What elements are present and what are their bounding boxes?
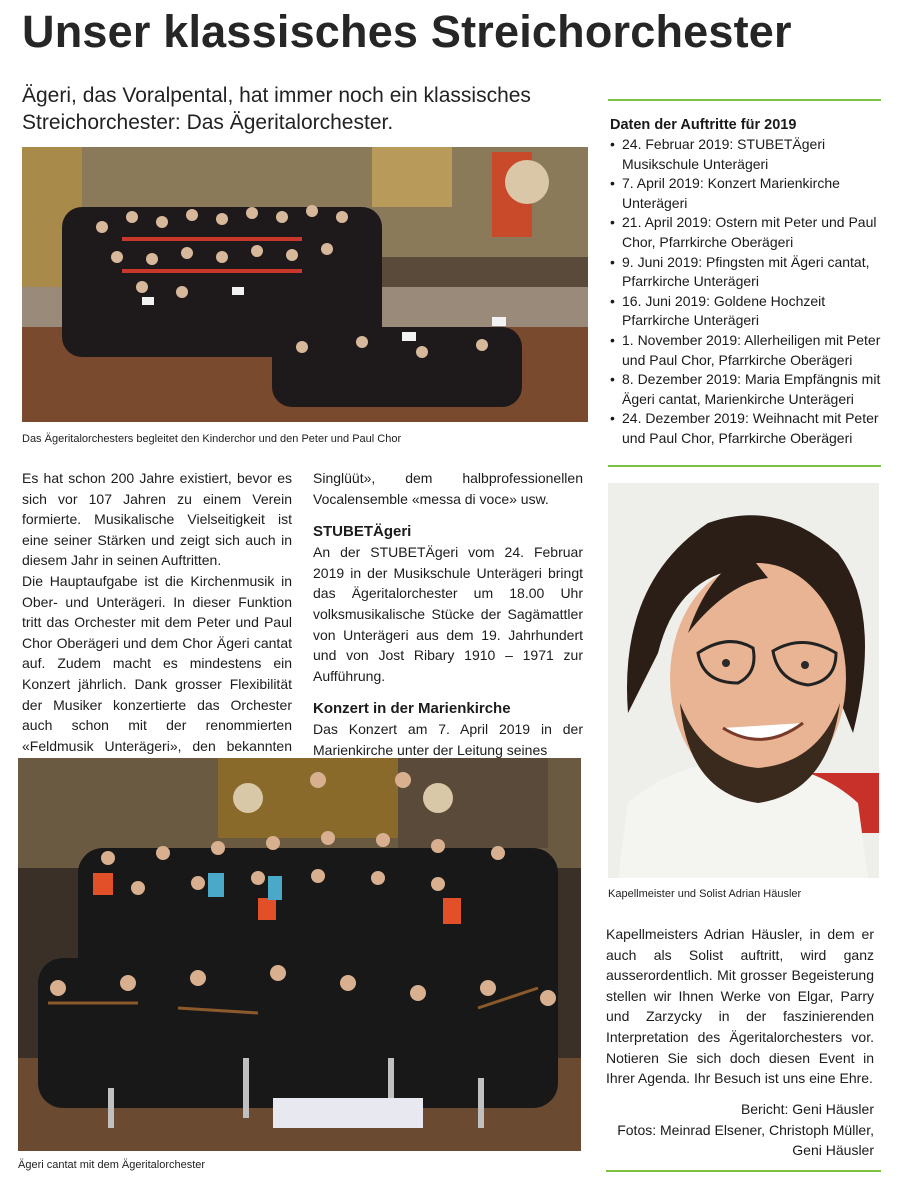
credit-line: Fotos: Meinrad Elsener, Christoph Müller, [617,1121,874,1138]
photo-caption: Das Ägeritalorchesters begleitet den Kinderchor und den Peter und Paul Chor [22,433,402,445]
list-item: • 21. April 2019: Ostern mit Peter und Paul Chor, Pfarrkirche Oberägeri [610,213,882,252]
performance-dates-box [610,115,882,449]
choir-concert-photo [18,758,581,1151]
article-column-1 [22,468,292,777]
list-item: • 8. Dezember 2019: Maria Empfängnis mit Ägeri cantat, Marienkirche Unterägeri [610,370,882,409]
photo-caption: Ägeri cantat mit dem Ägeritalorchester [18,1159,206,1171]
section-heading: STUBETÄgeri [313,523,412,541]
divider-rule [608,465,881,467]
paragraph: Kapellmeisters Adrian Häusler, in dem er auch als Solist auftritt, wird ganz ausserordentlich. Mit grosser Begeisterung stellen wir Ihnen Werke von Elgar, Parry und Zarzycky in der faszinierenden Interpretation des Ägeritalorchesters vor. Notieren Sie sich doch diesen Event in Ihrer Agenda. Ihr Besuch ist uns eine Ehre. [606,926,874,1087]
paragraph: Das Konzert am 7. April 2019 in der Marienkirche unter der Leitung seines [313,721,583,758]
list-item: • 9. Juni 2019: Pfingsten mit Ägeri cantat, Pfarrkirche Unterägeri [610,253,882,292]
dates-list [610,135,882,449]
sidebar-title: Daten der Auftritte für 2019 [610,117,797,133]
photo-caption: Kapellmeister und Solist Adrian Häusler [608,888,802,900]
paragraph: Die Hauptaufgabe ist die Kirchenmusik in Ober- und Unterägeri. In dieser Funktion tritt das Orchester mit dem Peter und Paul Chor Oberägeri und dem Chor Ägeri cantat auf. Zudem macht es mindestens ein Konzert jährlich. Dank grosser Flexibilität der Musiker konzertierte das Orchester auch schon mit der renommierten «Feldmusik Unterägeri», den bekannten [22,572,292,754]
credit-line: Bericht: Geni Häusler [740,1101,874,1117]
choir-orchestra-photo [22,147,588,422]
lead-text: Ägeri, das Voralpental, hat immer noch ein klassisches Streichorchester: Das Ägeritalorchester. [22,84,531,134]
paragraph: Singlüüt», dem halbprofessionellen Vocalensemble «messa di voce» usw. [313,470,583,507]
paragraph: An der STUBETÄgeri vom 24. Februar 2019 in der Musikschule Unterägeri bringt das Ägeritalorchester um 18.00 Uhr volksmusikalische Stücke der Sagämattler von Unterägeri aus dem 19. Jahrhundert und von Jost Ribary 1910 – 1971 zur Aufführung. [313,544,583,684]
conductor-portrait-photo [608,483,879,878]
paragraph: Es hat schon 200 Jahre existiert, bevor es sich vor 107 Jahren zu einem Verein formierte. Musikalische Vielseitigkeit ist eine seiner Stärken und zeigt sich auch in diesem Jahr in seinen Auftritten. [22,470,292,569]
section-heading: Konzert in der Marienkirche [313,700,511,718]
list-item: • 16. Juni 2019: Goldene Hochzeit Pfarrkirche Unterägeri [610,292,882,331]
credits [606,1099,874,1161]
page-title: Unser klassisches Streichorchester [22,6,792,57]
article-column-3 [606,924,874,1089]
list-item: • 1. November 2019: Allerheiligen mit Peter und Paul Chor, Pfarrkirche Oberägeri [610,331,882,370]
divider-rule [606,1170,881,1172]
list-item: • 7. April 2019: Konzert Marienkirche Unterägeri [610,174,882,213]
list-item: • 24. Februar 2019: STUBETÄgeri Musikschule Unterägeri [610,135,882,174]
divider-rule [608,99,881,101]
article-column-2 [313,468,583,761]
credit-line: Geni Häusler [792,1142,874,1158]
list-item: • 24. Dezember 2019: Weihnacht mit Peter und Paul Chor, Pfarrkirche Oberägeri [610,409,882,448]
